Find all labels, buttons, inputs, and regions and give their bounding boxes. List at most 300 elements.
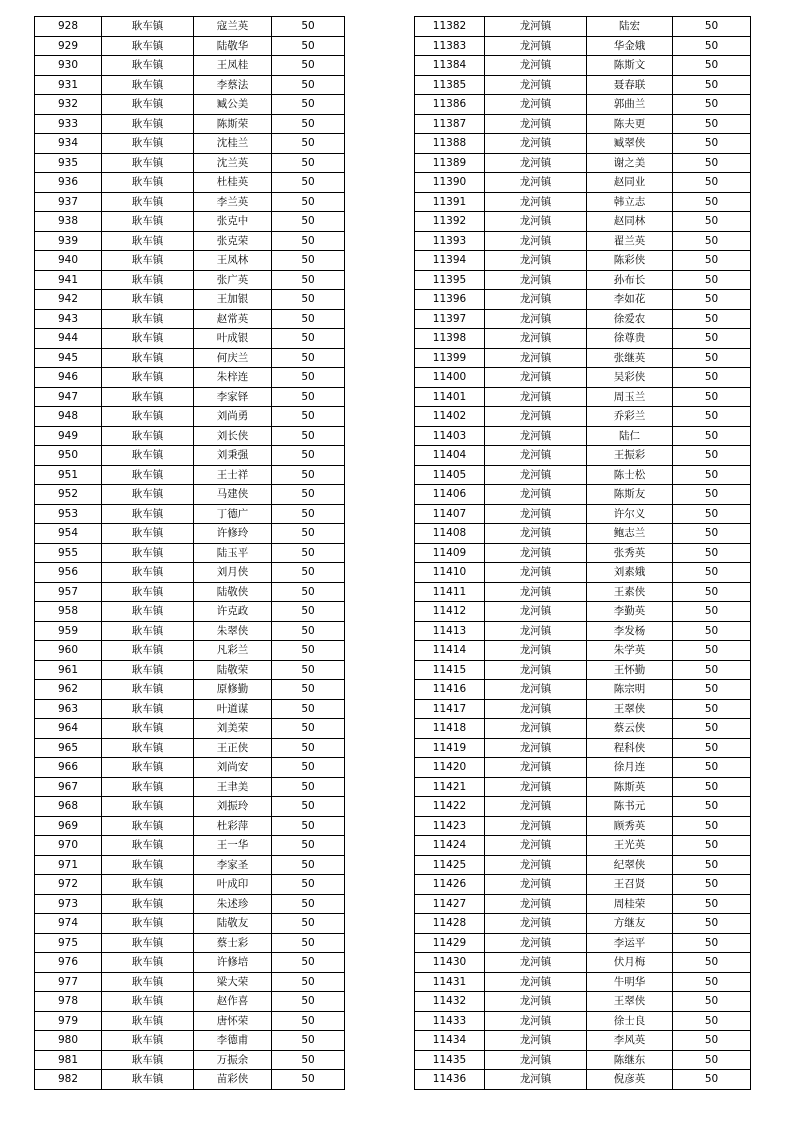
table-row (415, 192, 751, 212)
person-name-cell: 张克荣 (194, 231, 272, 251)
town-cell: 龙河镇 (485, 426, 587, 446)
amount-cell: 50 (673, 855, 751, 875)
table-row (35, 173, 345, 193)
town-cell: 耿车镇 (102, 719, 194, 739)
table-row (35, 660, 345, 680)
table-row (415, 290, 751, 310)
person-name-cell: 张继英 (587, 348, 673, 368)
person-name-cell: 刘振玲 (194, 797, 272, 817)
amount-cell: 50 (673, 972, 751, 992)
amount-cell: 50 (272, 56, 345, 76)
table-row (35, 738, 345, 758)
table-row (415, 875, 751, 895)
amount-cell: 50 (673, 875, 751, 895)
amount-cell: 50 (673, 504, 751, 524)
row-number-cell: 11418 (415, 719, 485, 739)
town-cell: 耿车镇 (102, 17, 194, 37)
amount-cell: 50 (673, 641, 751, 661)
row-number-cell: 965 (35, 738, 102, 758)
person-name-cell: 鲍志兰 (587, 524, 673, 544)
row-number-cell: 11431 (415, 972, 485, 992)
person-name-cell: 刘秉强 (194, 446, 272, 466)
person-name-cell: 刘月侠 (194, 563, 272, 583)
row-number-cell: 11409 (415, 543, 485, 563)
amount-cell: 50 (673, 836, 751, 856)
table-row (415, 563, 751, 583)
row-number-cell: 11420 (415, 758, 485, 778)
row-number-cell: 11408 (415, 524, 485, 544)
town-cell: 耿车镇 (102, 270, 194, 290)
row-number-cell: 963 (35, 699, 102, 719)
person-name-cell: 华金娥 (587, 36, 673, 56)
table-row (415, 621, 751, 641)
person-name-cell: 原修勤 (194, 680, 272, 700)
amount-cell: 50 (272, 875, 345, 895)
person-name-cell: 李风英 (587, 1031, 673, 1051)
table-row (35, 17, 345, 37)
table-row (415, 797, 751, 817)
person-name-cell: 臧翠侠 (587, 134, 673, 154)
person-name-cell: 陈斯文 (587, 56, 673, 76)
row-number-cell: 11382 (415, 17, 485, 37)
town-cell: 龙河镇 (485, 309, 587, 329)
row-number-cell: 11428 (415, 914, 485, 934)
table-row (35, 75, 345, 95)
row-number-cell: 941 (35, 270, 102, 290)
row-number-cell: 982 (35, 1070, 102, 1090)
table-row (415, 894, 751, 914)
table-row (415, 270, 751, 290)
person-name-cell: 陈士松 (587, 465, 673, 485)
amount-cell: 50 (673, 563, 751, 583)
table-row (415, 446, 751, 466)
amount-cell: 50 (272, 758, 345, 778)
person-name-cell: 王凤桂 (194, 56, 272, 76)
table-row (35, 212, 345, 232)
table-row (35, 758, 345, 778)
person-name-cell: 李如花 (587, 290, 673, 310)
amount-cell: 50 (673, 270, 751, 290)
amount-cell: 50 (673, 426, 751, 446)
table-row (35, 153, 345, 173)
table-row (415, 134, 751, 154)
row-number-cell: 950 (35, 446, 102, 466)
town-cell: 龙河镇 (485, 387, 587, 407)
table-row (415, 855, 751, 875)
person-name-cell: 陆宏 (587, 17, 673, 37)
town-cell: 龙河镇 (485, 153, 587, 173)
person-name-cell: 纪翠侠 (587, 855, 673, 875)
row-number-cell: 11387 (415, 114, 485, 134)
table-row (35, 836, 345, 856)
town-cell: 龙河镇 (485, 270, 587, 290)
table-row (415, 95, 751, 115)
amount-cell: 50 (272, 1011, 345, 1031)
table-row (35, 719, 345, 739)
row-number-cell: 11392 (415, 212, 485, 232)
person-name-cell: 凡彩兰 (194, 641, 272, 661)
person-name-cell: 杜桂英 (194, 173, 272, 193)
town-cell: 耿车镇 (102, 563, 194, 583)
row-number-cell: 938 (35, 212, 102, 232)
town-cell: 龙河镇 (485, 836, 587, 856)
town-cell: 耿车镇 (102, 251, 194, 271)
row-number-cell: 11417 (415, 699, 485, 719)
table-row (415, 738, 751, 758)
person-name-cell: 赵作喜 (194, 992, 272, 1012)
town-cell: 耿车镇 (102, 524, 194, 544)
row-number-cell: 11402 (415, 407, 485, 427)
town-cell: 耿车镇 (102, 153, 194, 173)
town-cell: 耿车镇 (102, 738, 194, 758)
town-cell: 龙河镇 (485, 134, 587, 154)
table-row (35, 1050, 345, 1070)
amount-cell: 50 (272, 270, 345, 290)
amount-cell: 50 (272, 719, 345, 739)
row-number-cell: 953 (35, 504, 102, 524)
amount-cell: 50 (673, 75, 751, 95)
table-row (415, 933, 751, 953)
amount-cell: 50 (272, 446, 345, 466)
row-number-cell: 940 (35, 251, 102, 271)
row-number-cell: 960 (35, 641, 102, 661)
town-cell: 龙河镇 (485, 524, 587, 544)
person-name-cell: 王怀勤 (587, 660, 673, 680)
row-number-cell: 944 (35, 329, 102, 349)
amount-cell: 50 (272, 992, 345, 1012)
row-number-cell: 11430 (415, 953, 485, 973)
row-number-cell: 955 (35, 543, 102, 563)
person-name-cell: 蔡士彩 (194, 933, 272, 953)
amount-cell: 50 (673, 134, 751, 154)
row-number-cell: 942 (35, 290, 102, 310)
amount-cell: 50 (673, 95, 751, 115)
amount-cell: 50 (272, 1031, 345, 1051)
table-row (35, 621, 345, 641)
row-number-cell: 11410 (415, 563, 485, 583)
town-cell: 龙河镇 (485, 173, 587, 193)
town-cell: 耿车镇 (102, 816, 194, 836)
town-cell: 龙河镇 (485, 660, 587, 680)
amount-cell: 50 (673, 465, 751, 485)
row-number-cell: 11429 (415, 933, 485, 953)
amount-cell: 50 (272, 192, 345, 212)
amount-cell: 50 (272, 972, 345, 992)
person-name-cell: 王士祥 (194, 465, 272, 485)
amount-cell: 50 (272, 621, 345, 641)
table-row (35, 1011, 345, 1031)
table-row (415, 1050, 751, 1070)
person-name-cell: 陆玉平 (194, 543, 272, 563)
amount-cell: 50 (673, 1011, 751, 1031)
table-row (415, 153, 751, 173)
town-cell: 耿车镇 (102, 75, 194, 95)
person-name-cell: 梁大荣 (194, 972, 272, 992)
amount-cell: 50 (272, 582, 345, 602)
amount-cell: 50 (272, 290, 345, 310)
amount-cell: 50 (272, 173, 345, 193)
person-name-cell: 陆仁 (587, 426, 673, 446)
amount-cell: 50 (272, 426, 345, 446)
person-name-cell: 陆敬华 (194, 36, 272, 56)
town-cell: 龙河镇 (485, 680, 587, 700)
amount-cell: 50 (673, 699, 751, 719)
table-row (35, 641, 345, 661)
table-row (415, 114, 751, 134)
table-row (415, 777, 751, 797)
amount-cell: 50 (673, 114, 751, 134)
amount-cell: 50 (272, 563, 345, 583)
amount-cell: 50 (673, 992, 751, 1012)
table-row (35, 114, 345, 134)
town-cell: 耿车镇 (102, 933, 194, 953)
table-row (415, 992, 751, 1012)
person-name-cell: 叶成印 (194, 875, 272, 895)
town-cell: 耿车镇 (102, 95, 194, 115)
amount-cell: 50 (673, 1050, 751, 1070)
town-cell: 耿车镇 (102, 290, 194, 310)
person-name-cell: 李勤英 (587, 602, 673, 622)
town-cell: 龙河镇 (485, 855, 587, 875)
roster-table-left-body (35, 17, 345, 1090)
amount-cell: 50 (272, 914, 345, 934)
amount-cell: 50 (272, 387, 345, 407)
town-cell: 耿车镇 (102, 192, 194, 212)
table-row (35, 329, 345, 349)
table-row (415, 836, 751, 856)
row-number-cell: 969 (35, 816, 102, 836)
table-row (415, 641, 751, 661)
person-name-cell: 徐士良 (587, 1011, 673, 1031)
town-cell: 龙河镇 (485, 621, 587, 641)
amount-cell: 50 (272, 738, 345, 758)
amount-cell: 50 (673, 914, 751, 934)
town-cell: 耿车镇 (102, 855, 194, 875)
town-cell: 耿车镇 (102, 543, 194, 563)
person-name-cell: 伏月梅 (587, 953, 673, 973)
row-number-cell: 968 (35, 797, 102, 817)
town-cell: 龙河镇 (485, 231, 587, 251)
town-cell: 耿车镇 (102, 1050, 194, 1070)
row-number-cell: 933 (35, 114, 102, 134)
amount-cell: 50 (673, 1070, 751, 1090)
town-cell: 龙河镇 (485, 894, 587, 914)
table-row (415, 758, 751, 778)
person-name-cell: 刘尚勇 (194, 407, 272, 427)
person-name-cell: 刘长侠 (194, 426, 272, 446)
row-number-cell: 11405 (415, 465, 485, 485)
person-name-cell: 陆敬侠 (194, 582, 272, 602)
table-row (35, 992, 345, 1012)
person-name-cell: 许尔义 (587, 504, 673, 524)
town-cell: 龙河镇 (485, 719, 587, 739)
person-name-cell: 张秀英 (587, 543, 673, 563)
table-row (415, 1031, 751, 1051)
row-number-cell: 946 (35, 368, 102, 388)
row-number-cell: 981 (35, 1050, 102, 1070)
row-number-cell: 962 (35, 680, 102, 700)
town-cell: 龙河镇 (485, 212, 587, 232)
row-number-cell: 979 (35, 1011, 102, 1031)
town-cell: 耿车镇 (102, 680, 194, 700)
amount-cell: 50 (272, 231, 345, 251)
person-name-cell: 乔彩兰 (587, 407, 673, 427)
amount-cell: 50 (272, 309, 345, 329)
row-number-cell: 11434 (415, 1031, 485, 1051)
amount-cell: 50 (272, 797, 345, 817)
table-row (415, 251, 751, 271)
person-name-cell: 朱翠侠 (194, 621, 272, 641)
table-row (35, 543, 345, 563)
town-cell: 耿车镇 (102, 972, 194, 992)
amount-cell: 50 (673, 173, 751, 193)
amount-cell: 50 (673, 524, 751, 544)
person-name-cell: 王翠侠 (587, 992, 673, 1012)
row-number-cell: 974 (35, 914, 102, 934)
town-cell: 龙河镇 (485, 777, 587, 797)
town-cell: 耿车镇 (102, 114, 194, 134)
amount-cell: 50 (272, 816, 345, 836)
person-name-cell: 张克中 (194, 212, 272, 232)
amount-cell: 50 (272, 602, 345, 622)
row-number-cell: 11406 (415, 485, 485, 505)
row-number-cell: 11433 (415, 1011, 485, 1031)
row-number-cell: 976 (35, 953, 102, 973)
amount-cell: 50 (673, 348, 751, 368)
row-number-cell: 11424 (415, 836, 485, 856)
town-cell: 龙河镇 (485, 563, 587, 583)
row-number-cell: 936 (35, 173, 102, 193)
row-number-cell: 11383 (415, 36, 485, 56)
person-name-cell: 马建侠 (194, 485, 272, 505)
town-cell: 耿车镇 (102, 621, 194, 641)
table-row (415, 485, 751, 505)
town-cell: 龙河镇 (485, 816, 587, 836)
person-name-cell: 许修玲 (194, 524, 272, 544)
person-name-cell: 丁德广 (194, 504, 272, 524)
town-cell: 耿车镇 (102, 387, 194, 407)
amount-cell: 50 (272, 348, 345, 368)
table-row (35, 485, 345, 505)
person-name-cell: 陈彩侠 (587, 251, 673, 271)
person-name-cell: 徐月连 (587, 758, 673, 778)
table-row (35, 524, 345, 544)
table-row (415, 816, 751, 836)
table-row (35, 251, 345, 271)
person-name-cell: 顾秀英 (587, 816, 673, 836)
town-cell: 耿车镇 (102, 56, 194, 76)
row-number-cell: 949 (35, 426, 102, 446)
table-row (35, 270, 345, 290)
table-row (35, 290, 345, 310)
table-row (35, 699, 345, 719)
town-cell: 耿车镇 (102, 777, 194, 797)
table-row (35, 875, 345, 895)
town-cell: 龙河镇 (485, 758, 587, 778)
row-number-cell: 11416 (415, 680, 485, 700)
person-name-cell: 朱学英 (587, 641, 673, 661)
person-name-cell: 李家圣 (194, 855, 272, 875)
person-name-cell: 牛明华 (587, 972, 673, 992)
town-cell: 耿车镇 (102, 465, 194, 485)
town-cell: 龙河镇 (485, 933, 587, 953)
amount-cell: 50 (673, 153, 751, 173)
person-name-cell: 陆敬荣 (194, 660, 272, 680)
table-row (35, 855, 345, 875)
town-cell: 龙河镇 (485, 329, 587, 349)
person-name-cell: 张广英 (194, 270, 272, 290)
amount-cell: 50 (673, 894, 751, 914)
town-cell: 龙河镇 (485, 875, 587, 895)
amount-cell: 50 (272, 933, 345, 953)
town-cell: 耿车镇 (102, 836, 194, 856)
row-number-cell: 958 (35, 602, 102, 622)
amount-cell: 50 (673, 368, 751, 388)
town-cell: 耿车镇 (102, 485, 194, 505)
town-cell: 龙河镇 (485, 543, 587, 563)
row-number-cell: 11399 (415, 348, 485, 368)
row-number-cell: 11426 (415, 875, 485, 895)
amount-cell: 50 (673, 816, 751, 836)
person-name-cell: 郭曲兰 (587, 95, 673, 115)
town-cell: 龙河镇 (485, 1011, 587, 1031)
table-row (35, 582, 345, 602)
person-name-cell: 王加银 (194, 290, 272, 310)
town-cell: 龙河镇 (485, 446, 587, 466)
row-number-cell: 11421 (415, 777, 485, 797)
table-row (415, 212, 751, 232)
amount-cell: 50 (272, 953, 345, 973)
person-name-cell: 沈兰英 (194, 153, 272, 173)
town-cell: 耿车镇 (102, 368, 194, 388)
person-name-cell: 朱述珍 (194, 894, 272, 914)
town-cell: 龙河镇 (485, 407, 587, 427)
amount-cell: 50 (272, 641, 345, 661)
person-name-cell: 陈斯英 (587, 777, 673, 797)
table-row (35, 914, 345, 934)
row-number-cell: 948 (35, 407, 102, 427)
row-number-cell: 11427 (415, 894, 485, 914)
table-row (415, 699, 751, 719)
row-number-cell: 970 (35, 836, 102, 856)
row-number-cell: 11394 (415, 251, 485, 271)
town-cell: 龙河镇 (485, 348, 587, 368)
row-number-cell: 11415 (415, 660, 485, 680)
amount-cell: 50 (272, 17, 345, 37)
person-name-cell: 程科侠 (587, 738, 673, 758)
person-name-cell: 李运平 (587, 933, 673, 953)
table-row (35, 56, 345, 76)
row-number-cell: 937 (35, 192, 102, 212)
table-row (415, 231, 751, 251)
town-cell: 龙河镇 (485, 797, 587, 817)
row-number-cell: 932 (35, 95, 102, 115)
table-row (415, 1070, 751, 1090)
row-number-cell: 11413 (415, 621, 485, 641)
row-number-cell: 11400 (415, 368, 485, 388)
row-number-cell: 11411 (415, 582, 485, 602)
person-name-cell: 王召贤 (587, 875, 673, 895)
person-name-cell: 蔡云侠 (587, 719, 673, 739)
row-number-cell: 11393 (415, 231, 485, 251)
person-name-cell: 许克政 (194, 602, 272, 622)
row-number-cell: 957 (35, 582, 102, 602)
table-row (35, 602, 345, 622)
person-name-cell: 周桂荣 (587, 894, 673, 914)
table-row (35, 797, 345, 817)
town-cell: 龙河镇 (485, 738, 587, 758)
table-row (415, 368, 751, 388)
